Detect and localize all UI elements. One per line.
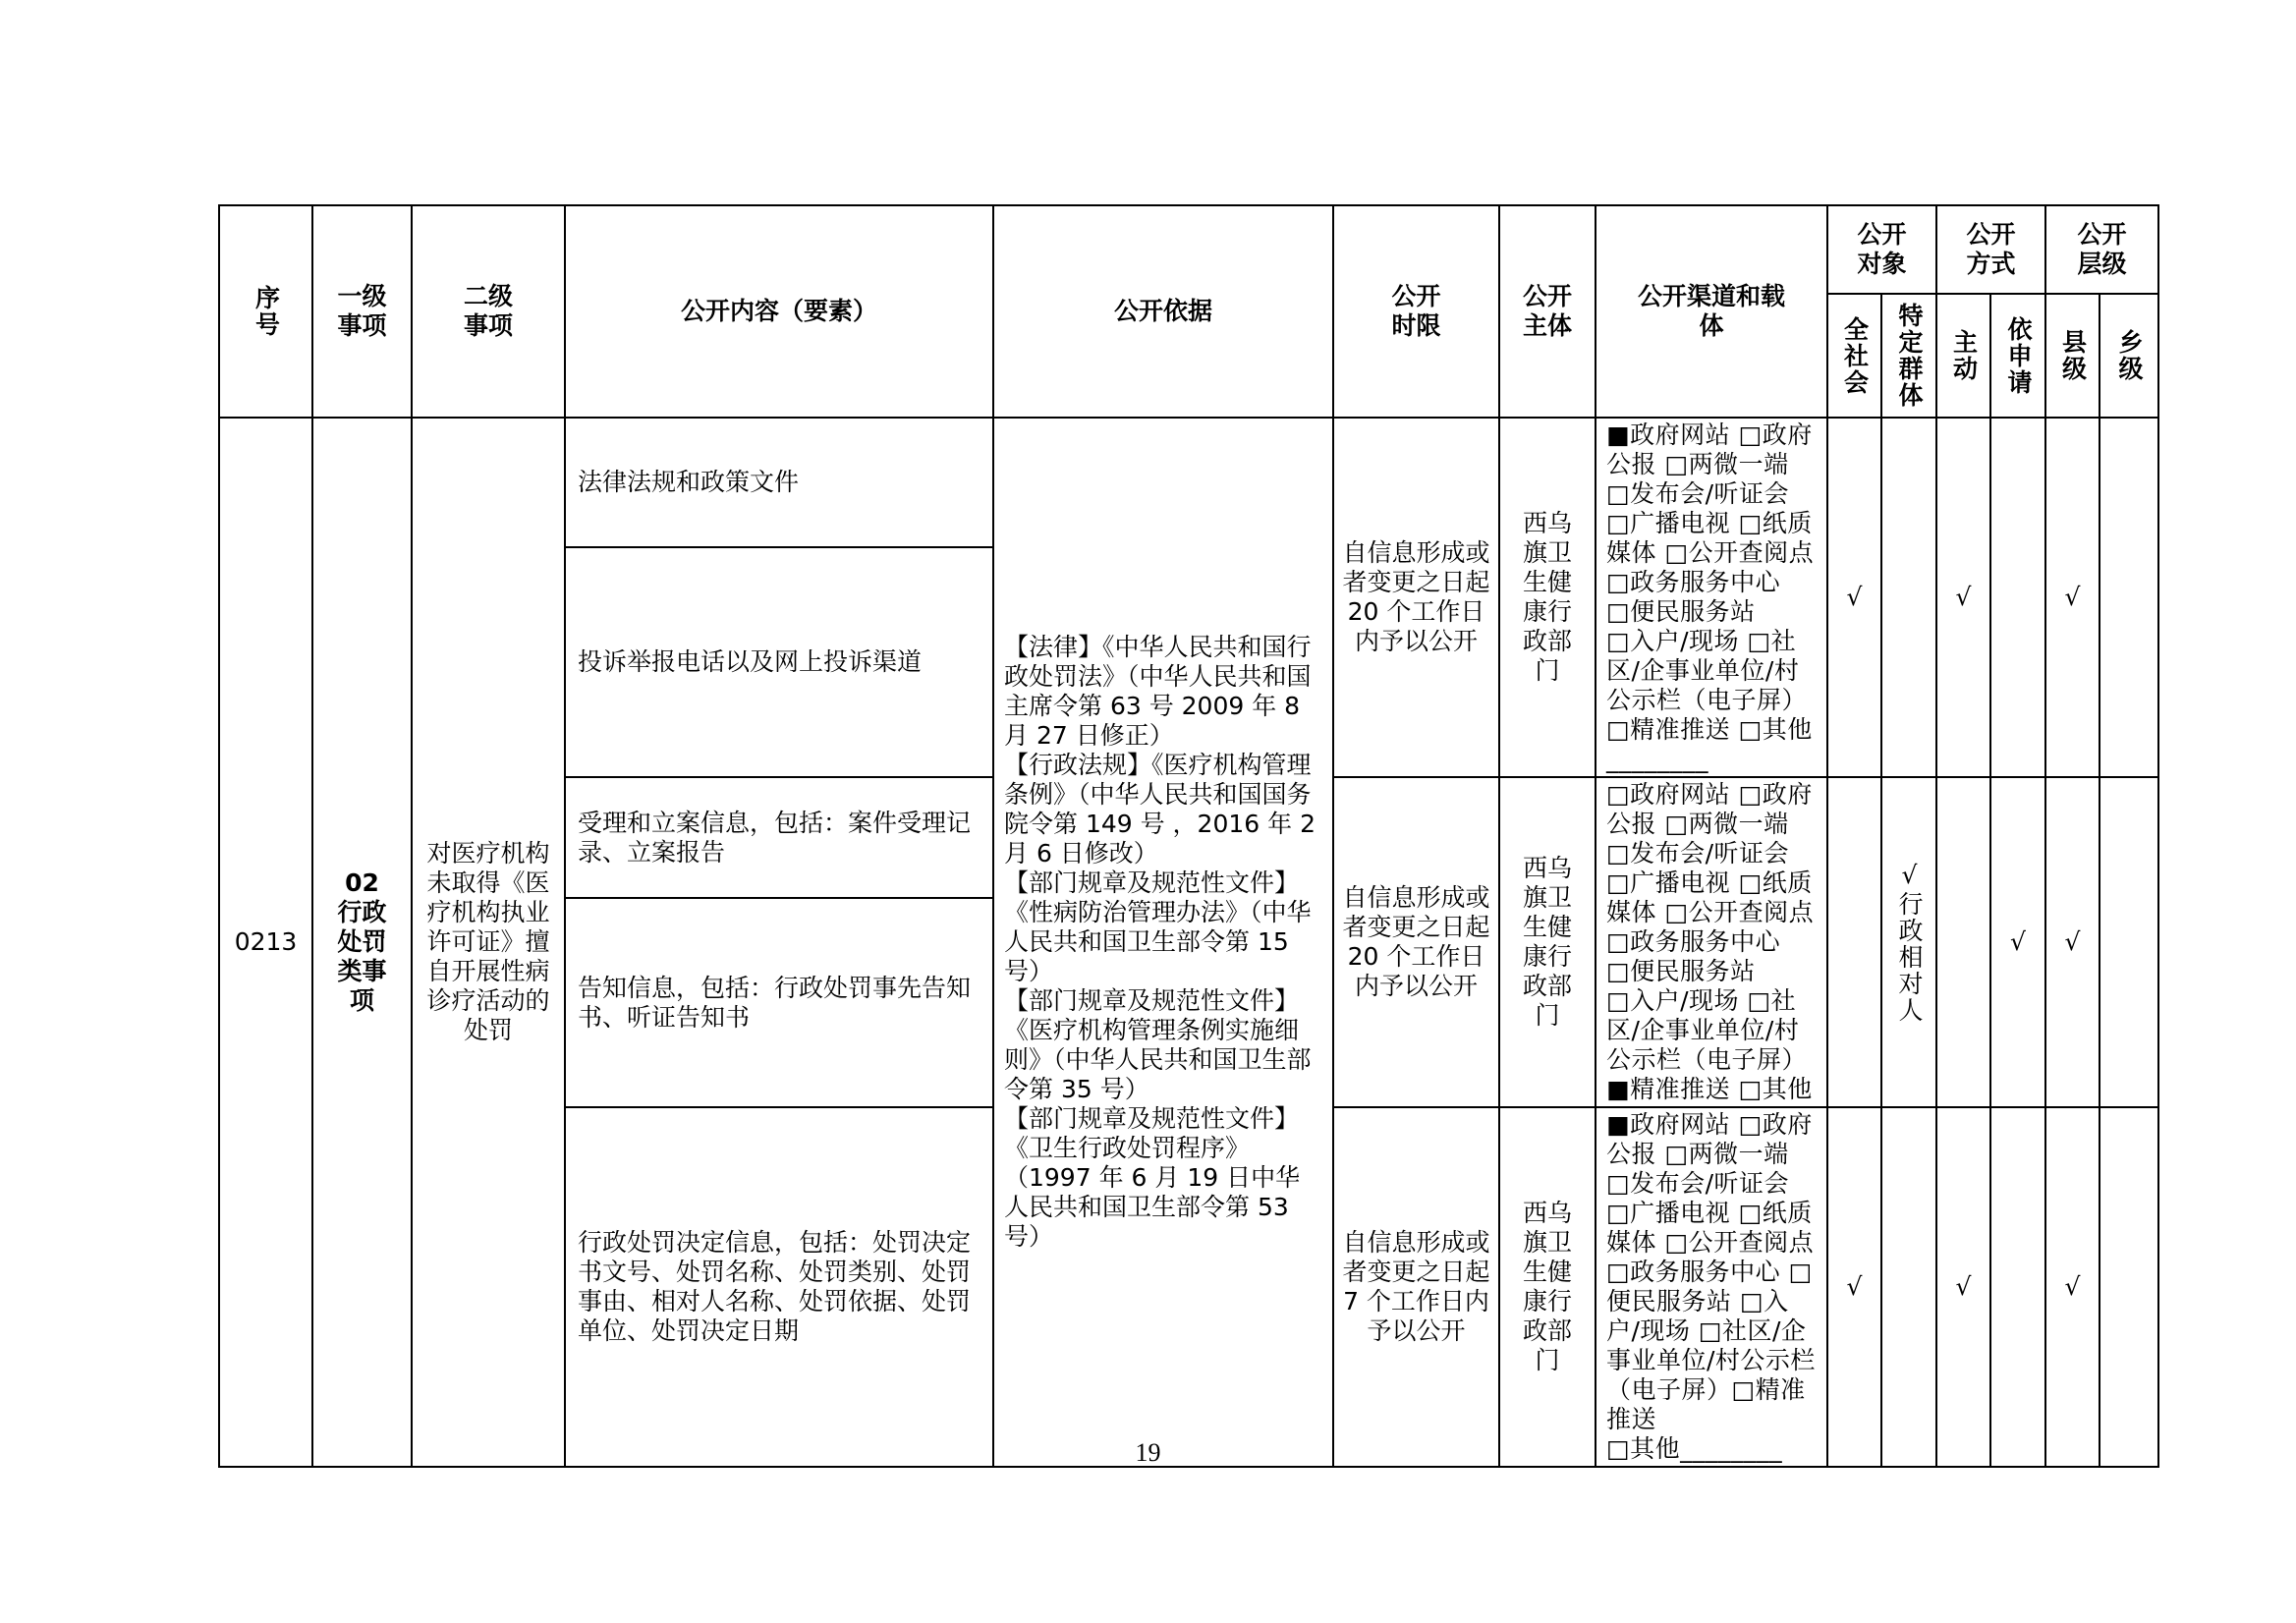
check-active: [1936, 777, 1990, 1107]
check-apply: √: [1990, 777, 2045, 1107]
header-time-limit: 公开时限: [1333, 205, 1499, 418]
check-apply: [1990, 1107, 2045, 1467]
channel-options: □政府网站 □政府公报 □两微一端 □发布会/听证会 □广播电视 □纸质媒体 □公开查阅点 □政务服务中心 □便民服务站 □入户/现场 □社区/企事业单位/村公示栏（电子屏） ■精准推送 □其他: [1596, 777, 1827, 1107]
time-limit: 自信息形成或者变更之日起 20 个工作日内予以公开: [1333, 777, 1499, 1107]
header-content: 公开内容（要素）: [565, 205, 993, 418]
disclosure-table: [218, 204, 2159, 1468]
header-basis: 公开依据: [993, 205, 1333, 418]
content-item: 受理和立案信息，包括：案件受理记录、立案报告: [565, 777, 993, 898]
header-level: 公开层级: [2045, 205, 2158, 294]
check-all: √: [1827, 1107, 1881, 1467]
header-channel: 公开渠道和载体: [1596, 205, 1827, 418]
header-level1: 一级事项: [312, 205, 412, 418]
publishing-subject: 西乌旗卫生健康行政部门: [1499, 418, 1596, 777]
basis-cell: [993, 418, 1333, 1467]
publishing-subject: 西乌旗卫生健康行政部门: [1499, 1107, 1596, 1467]
check-all: √: [1827, 418, 1881, 777]
time-limit: 自信息形成或者变更之日起 20 个工作日内予以公开: [1333, 418, 1499, 777]
check-specific: [1881, 418, 1936, 777]
header-seq: 序号: [219, 205, 312, 418]
time-limit: 自信息形成或者变更之日起 7 个工作日内予以公开: [1333, 1107, 1499, 1467]
header-subject: 公开主体: [1499, 205, 1596, 418]
check-township: [2100, 418, 2158, 777]
header-method-active: 主动: [1936, 294, 1990, 418]
basis-item: 【行政法规】《医疗机构管理条例》（中华人民共和国国务院令第 149 号 ，2016 年 2 月 6 日修改）: [1004, 751, 1316, 867]
basis-item: 【法律】《中华人民共和国行政处罚法》（中华人民共和国主席令第 63 号 2009 年 8 月 27 日修正）: [1004, 633, 1312, 750]
basis-item: 【部门规章及规范性文件】《性病防治管理办法》（中华人民共和国卫生部令第 15 号）: [1004, 868, 1312, 985]
channel-options: ■政府网站 □政府公报 □两微一端 □发布会/听证会 □广播电视 □纸质媒体 □公开查阅点 □政务服务中心 □便民服务站 □入户/现场 □社区/企事业单位/村公示栏（电子屏）□精准推送 □其他________: [1596, 1107, 1827, 1467]
publishing-subject: 西乌旗卫生健康行政部门: [1499, 777, 1596, 1107]
check-township: [2100, 777, 2158, 1107]
check-apply: [1990, 418, 2045, 777]
content-item: 法律法规和政策文件: [565, 418, 993, 547]
channel-options: ■政府网站 □政府公报 □两微一端 □发布会/听证会 □广播电视 □纸质媒体 □公开查阅点 □政务服务中心 □便民服务站 □入户/现场 □社区/企事业单位/村公示栏（电子屏） □精准推送 □其他 ________: [1596, 418, 1827, 777]
row-level1: 02 行政处罚类事项: [312, 418, 412, 1467]
basis-item: 【部门规章及规范性文件】《医疗机构管理条例实施细则》（中华人民共和国卫生部令第 35 号）: [1004, 986, 1312, 1103]
content-item: 投诉举报电话以及网上投诉渠道: [565, 547, 993, 777]
content-item: 告知信息，包括：行政处罚事先告知书、听证告知书: [565, 898, 993, 1107]
basis-item: 【部门规章及规范性文件】《卫生行政处罚程序》（1997 年 6 月 19 日中华人民共和国卫生部令第 53 号）: [1004, 1104, 1301, 1251]
header-target: 公开对象: [1827, 205, 1936, 294]
check-active: √: [1936, 418, 1990, 777]
check-township: [2100, 1107, 2158, 1467]
header-target-specific: 特定群体: [1881, 294, 1936, 418]
header-method: 公开方式: [1936, 205, 2045, 294]
header-level2: 二级事项: [412, 205, 565, 418]
check-active: √: [1936, 1107, 1990, 1467]
header-target-all: 全社会: [1827, 294, 1881, 418]
check-county: √: [2045, 1107, 2100, 1467]
row-seq: 0213: [219, 418, 312, 1467]
check-county: √: [2045, 418, 2100, 777]
page-number: 19: [1135, 1438, 1161, 1467]
header-level-county: 县级: [2045, 294, 2100, 418]
check-specific: [1881, 1107, 1936, 1467]
check-specific: √行政相对人: [1881, 777, 1936, 1107]
check-all: [1827, 777, 1881, 1107]
content-item: 行政处罚决定信息，包括：处罚决定书文号、处罚名称、处罚类别、处罚事由、相对人名称、处罚依据、处罚单位、处罚决定日期: [565, 1107, 993, 1467]
check-county: √: [2045, 777, 2100, 1107]
header-method-apply: 依申请: [1990, 294, 2045, 418]
row-level2: 对医疗机构未取得《医疗机构执业许可证》擅自开展性病诊疗活动的处罚: [412, 418, 565, 1467]
header-level-township: 乡级: [2100, 294, 2158, 418]
